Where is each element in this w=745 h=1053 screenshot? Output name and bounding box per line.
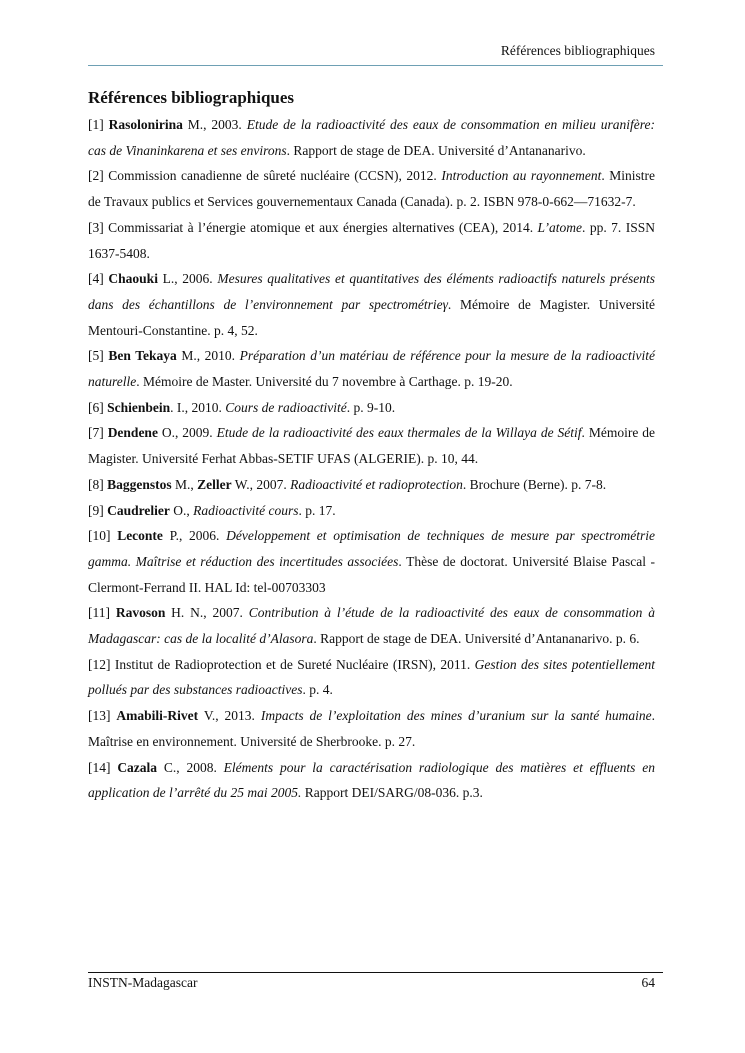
reference-text: . Mémoire de Magister. Université Mentouri-Constantine. p. 4, 52. (88, 296, 655, 338)
reference-text: [12] Institut de Radioprotection et de Sureté Nucléaire (IRSN), 2011. (88, 656, 475, 672)
reference-entry (88, 523, 655, 600)
section-title: Références bibliographiques (88, 88, 295, 107)
reference-text: [6] (88, 399, 108, 415)
author-name: Zeller (197, 476, 232, 492)
author-name: Caudrelier (107, 502, 170, 518)
reference-list (88, 112, 655, 806)
reference-text: P., 2006. (162, 528, 227, 544)
work-title: Développement et optimisation de techniques de mesure par spectrométrie gamma. Maîtrise et réduction des incertitudes associées (88, 528, 656, 569)
reference-text: . p. 9-10. (346, 399, 396, 415)
reference-entry (88, 755, 655, 806)
reference-text: . Rapport de stage de DEA. Université d’Antananarivo. (286, 142, 586, 158)
author-name: Ravoson (115, 605, 166, 621)
reference-entry (88, 498, 655, 524)
reference-text: [1] (88, 117, 109, 132)
reference-entry (88, 652, 655, 703)
reference-text: [7] (88, 425, 108, 441)
reference-text: . I., 2010. (170, 399, 226, 415)
reference-text: . p. 17. (298, 502, 336, 518)
reference-text: [9] (88, 502, 108, 518)
reference-text: [2] Commission canadienne de sûreté nucléaire (CCSN), 2012. (88, 168, 442, 184)
footer-rule (88, 972, 663, 973)
author-name: Amabili-Rivet (116, 708, 199, 724)
reference-entry (88, 472, 655, 498)
running-header: Références bibliographiques (500, 43, 655, 58)
reference-entry (88, 215, 655, 266)
work-title: Préparation d’un matériau de référence pour la mesure de la radioactivité naturelle (88, 348, 655, 390)
work-title: Introduction au rayonnement (441, 168, 602, 184)
reference-text: . Mémoire de Magister. Université Ferhat Abbas-SETIF UFAS (ALGERIE). p. 10, 44. (88, 425, 655, 467)
work-title: Etude de la radioactivité des eaux thermales de la Willaya de Sétif (216, 425, 582, 441)
work-title: Cours de radioactivité (225, 399, 347, 415)
author-name: Dendene (107, 425, 158, 441)
author-name: Baggenstos (107, 476, 172, 492)
reference-text: O., (169, 502, 194, 518)
reference-text: M., 2010. (176, 348, 240, 364)
reference-entry (88, 703, 655, 754)
reference-text: L., 2006. (157, 271, 218, 287)
reference-entry (88, 112, 655, 163)
reference-entry (88, 163, 655, 214)
reference-text: V., 2013. (198, 708, 261, 724)
reference-text: O., 2009. (157, 425, 217, 441)
reference-text: [4] (88, 271, 109, 287)
reference-text: [14] (88, 759, 118, 775)
reference-text: M., 2003. (182, 117, 247, 132)
work-title: Radioactivité cours (193, 502, 299, 518)
reference-text: [11] (88, 605, 116, 621)
reference-text: H. N., 2007. (165, 605, 249, 621)
author-name: Schienbein (107, 399, 171, 415)
reference-text: . Maîtrise en environnement. Université de Sherbrooke. p. 27. (88, 708, 655, 749)
reference-entry (88, 395, 655, 421)
reference-entry (88, 600, 655, 651)
work-title: Etude de la radioactivité des eaux de consommation en milieu uranifère: cas de Vinaninkarena et ses environs (88, 117, 655, 158)
reference-text: . Rapport de stage de DEA. Université d’Antananarivo. p. 6. (313, 631, 640, 647)
reference-text: C., 2008. (157, 759, 224, 775)
reference-text: . Brochure (Berne). p. 7-8. (462, 476, 607, 492)
reference-text: [8] (88, 476, 108, 492)
work-title: L’atome (537, 219, 583, 235)
work-title: Eléments pour la caractérisation radiologique des matières et effluents en application de l’arrêté du 25 mai 2005. (88, 759, 655, 801)
author-name: Rasolonirina (108, 117, 183, 132)
work-title: Radioactivité et radioprotection (290, 476, 463, 492)
references-section (88, 86, 655, 806)
reference-text: [3] Commissariat à l’énergie atomique et aux énergies alternatives (CEA), 2014. (88, 219, 538, 235)
work-title: Contribution à l’étude de la radioactivité des eaux de consommation à Madagascar: cas de la localité d’Alasora (88, 605, 656, 647)
reference-text: M., (171, 476, 198, 492)
reference-text: . Ministre de Travaux publics et Services gouvernementaux Canada (Canada). p. 2. ISBN 978-0-662—71632-7. (88, 168, 655, 210)
work-title: Mesures qualitatives et quantitatives des éléments radioactifs naturels présents dans des échantillons de l’environnement par spectrométrieγ (88, 271, 655, 312)
reference-text: . Mémoire de Master. Université du 7 novembre à Carthage. p. 19-20. (136, 374, 513, 390)
author-name: Ben Tekaya (108, 348, 177, 364)
reference-entry (88, 266, 655, 343)
author-name: Chaouki (108, 271, 158, 287)
work-title: Gestion des sites potentiellement pollués par des substances radioactives (88, 656, 655, 698)
reference-text: [5] (88, 348, 109, 364)
reference-text: . pp. 7. ISSN 1637-5408. (88, 219, 655, 261)
reference-text: . Thèse de doctorat. Université Blaise Pascal - Clermont-Ferrand II. HAL Id: tel-00703303 (88, 553, 655, 595)
reference-entry (88, 343, 655, 394)
author-name: Leconte (117, 528, 163, 544)
reference-text: Rapport DEI/SARG/08-036. p.3. (301, 785, 483, 801)
work-title: Impacts de l’exploitation des mines d’uranium sur la santé humaine (260, 708, 652, 724)
author-name: Cazala (117, 759, 158, 775)
footer-institution: INSTN-Madagascar (88, 975, 198, 990)
reference-text: W., 2007. (231, 476, 291, 492)
reference-text: [13] (88, 708, 117, 724)
page-number: 64 (641, 975, 655, 990)
header-rule (88, 65, 663, 66)
reference-entry (88, 420, 655, 471)
reference-text: [10] (88, 528, 118, 544)
reference-text: . p. 4. (302, 682, 333, 698)
